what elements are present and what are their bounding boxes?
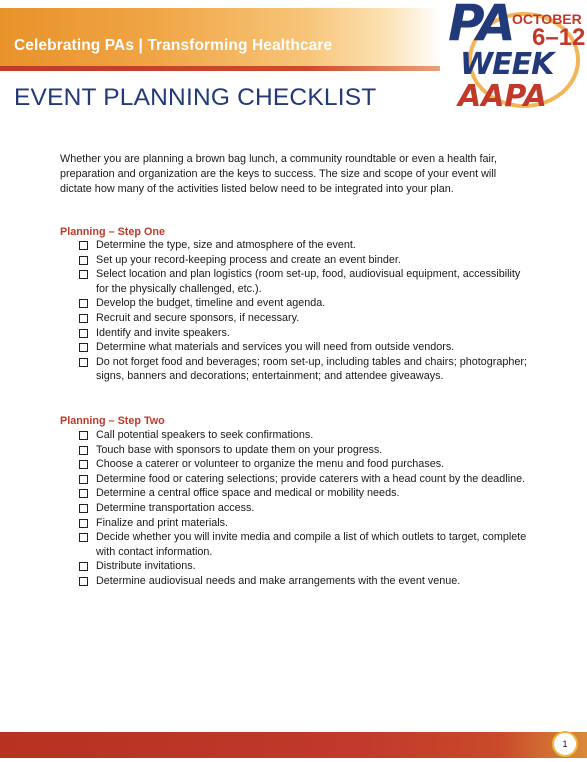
- section-heading-step-two: Planning – Step Two: [60, 415, 165, 427]
- checklist-item-text: Develop the budget, timeline and event agenda.: [96, 297, 326, 310]
- checkbox-icon[interactable]: [79, 343, 88, 352]
- checkbox-icon[interactable]: [79, 460, 88, 469]
- logo-week: WEEK: [460, 47, 554, 82]
- checkbox-icon[interactable]: [79, 533, 88, 542]
- checkbox-icon[interactable]: [79, 241, 88, 250]
- checklist-item-text: Finalize and print materials.: [96, 516, 229, 529]
- page-number-badge: [552, 731, 578, 757]
- checklist-item: [79, 574, 529, 589]
- footer-bar: [0, 732, 587, 758]
- checklist-item: [79, 253, 529, 268]
- checklist-item-text: Recruit and secure sponsors, if necessary.: [96, 311, 300, 324]
- checklist-item-text: Call potential speakers to seek confirmations.: [96, 429, 314, 441]
- checklist-item: [79, 428, 529, 443]
- checklist-item-text: Do not forget food and beverages; room set-up, including tables and chairs; photographer; signs, banners and decorations; entertainment; and attendee giveaways.: [96, 355, 527, 383]
- checkbox-icon[interactable]: [79, 446, 88, 455]
- checklist-item: [79, 238, 529, 253]
- checklist-item: [79, 326, 529, 341]
- checklist-item-text: Set up your record-keeping process and create an event binder.: [96, 253, 401, 266]
- logo-pa: PA: [448, 0, 513, 52]
- checklist-item-text: Choose a caterer or volunteer to organize the menu and food purchases.: [96, 458, 445, 471]
- checkbox-icon[interactable]: [79, 489, 88, 498]
- intro-paragraph: Whether you are planning a brown bag lunch, a community roundtable or even a health fair, preparation and organization are the keys to success. The size and scope of your event will dictate how many of the activities listed below need to be integrated into your plan.: [60, 153, 497, 195]
- checklist-item-text: Select location and plan logistics (room set-up, food, audiovisual equipment, accessibility for the physically challenged, etc.).: [96, 268, 521, 295]
- checklist-item: [79, 443, 529, 458]
- page-number: 1: [562, 739, 568, 749]
- checklist-item-text: Identify and invite speakers.: [96, 326, 230, 339]
- checkbox-icon[interactable]: [79, 270, 88, 279]
- checklist-item: [79, 486, 529, 501]
- checklist-item: [79, 296, 529, 311]
- header-banner: [0, 8, 440, 66]
- checklist-item-text: Determine transportation access.: [96, 501, 255, 514]
- checklist-step-two: [79, 428, 529, 589]
- checklist-item: [79, 311, 529, 326]
- checkbox-icon[interactable]: [79, 577, 88, 586]
- checklist-item-text: Determine the type, size and atmosphere of the event.: [96, 239, 356, 251]
- checkbox-icon[interactable]: [79, 519, 88, 528]
- checkbox-icon[interactable]: [79, 504, 88, 513]
- checklist-item: [79, 267, 529, 296]
- checklist-item-text: Determine what materials and services you will need from outside vendors.: [96, 341, 455, 354]
- checkbox-icon[interactable]: [79, 431, 88, 440]
- pa-week-logo: [446, 0, 586, 118]
- checklist-step-one: [79, 238, 529, 384]
- checklist-item: [79, 457, 529, 472]
- checkbox-icon[interactable]: [79, 475, 88, 484]
- checklist-item-text: Touch base with sponsors to update them on your progress.: [96, 443, 383, 456]
- page-title: EVENT PLANNING CHECKLIST: [14, 84, 377, 111]
- checkbox-icon[interactable]: [79, 358, 88, 367]
- checklist-item-text: Determine audiovisual needs and make arrangements with the event venue.: [96, 574, 461, 587]
- checklist-item: [79, 559, 529, 574]
- banner-tagline: Celebrating PAs | Transforming Healthcare: [14, 37, 333, 54]
- checklist-item-text: Distribute invitations.: [96, 560, 196, 573]
- checkbox-icon[interactable]: [79, 299, 88, 308]
- banner-rule: [0, 66, 440, 71]
- checklist-item: [79, 501, 529, 516]
- checkbox-icon[interactable]: [79, 329, 88, 338]
- checklist-item: [79, 530, 529, 559]
- checklist-item-text: Determine food or catering selections; provide caterers with a head count by the deadline.: [96, 472, 526, 485]
- checkbox-icon[interactable]: [79, 314, 88, 323]
- checklist-item-text: Determine a central office space and medical or mobility needs.: [96, 487, 400, 500]
- checkbox-icon[interactable]: [79, 562, 88, 571]
- checklist-item: [79, 340, 529, 355]
- checklist-item: [79, 355, 529, 384]
- checklist-item: [79, 472, 529, 487]
- logo-dates: 6–12: [532, 24, 586, 51]
- logo-aapa: AAPA: [458, 79, 547, 114]
- checkbox-icon[interactable]: [79, 256, 88, 265]
- checklist-item-text: Decide whether you will invite media and compile a list of which outlets to target, complete with contact information.: [96, 531, 527, 558]
- logo-month: OCTOBER: [512, 11, 582, 27]
- section-heading-step-one: Planning – Step One: [60, 226, 165, 238]
- checklist-item: [79, 516, 529, 531]
